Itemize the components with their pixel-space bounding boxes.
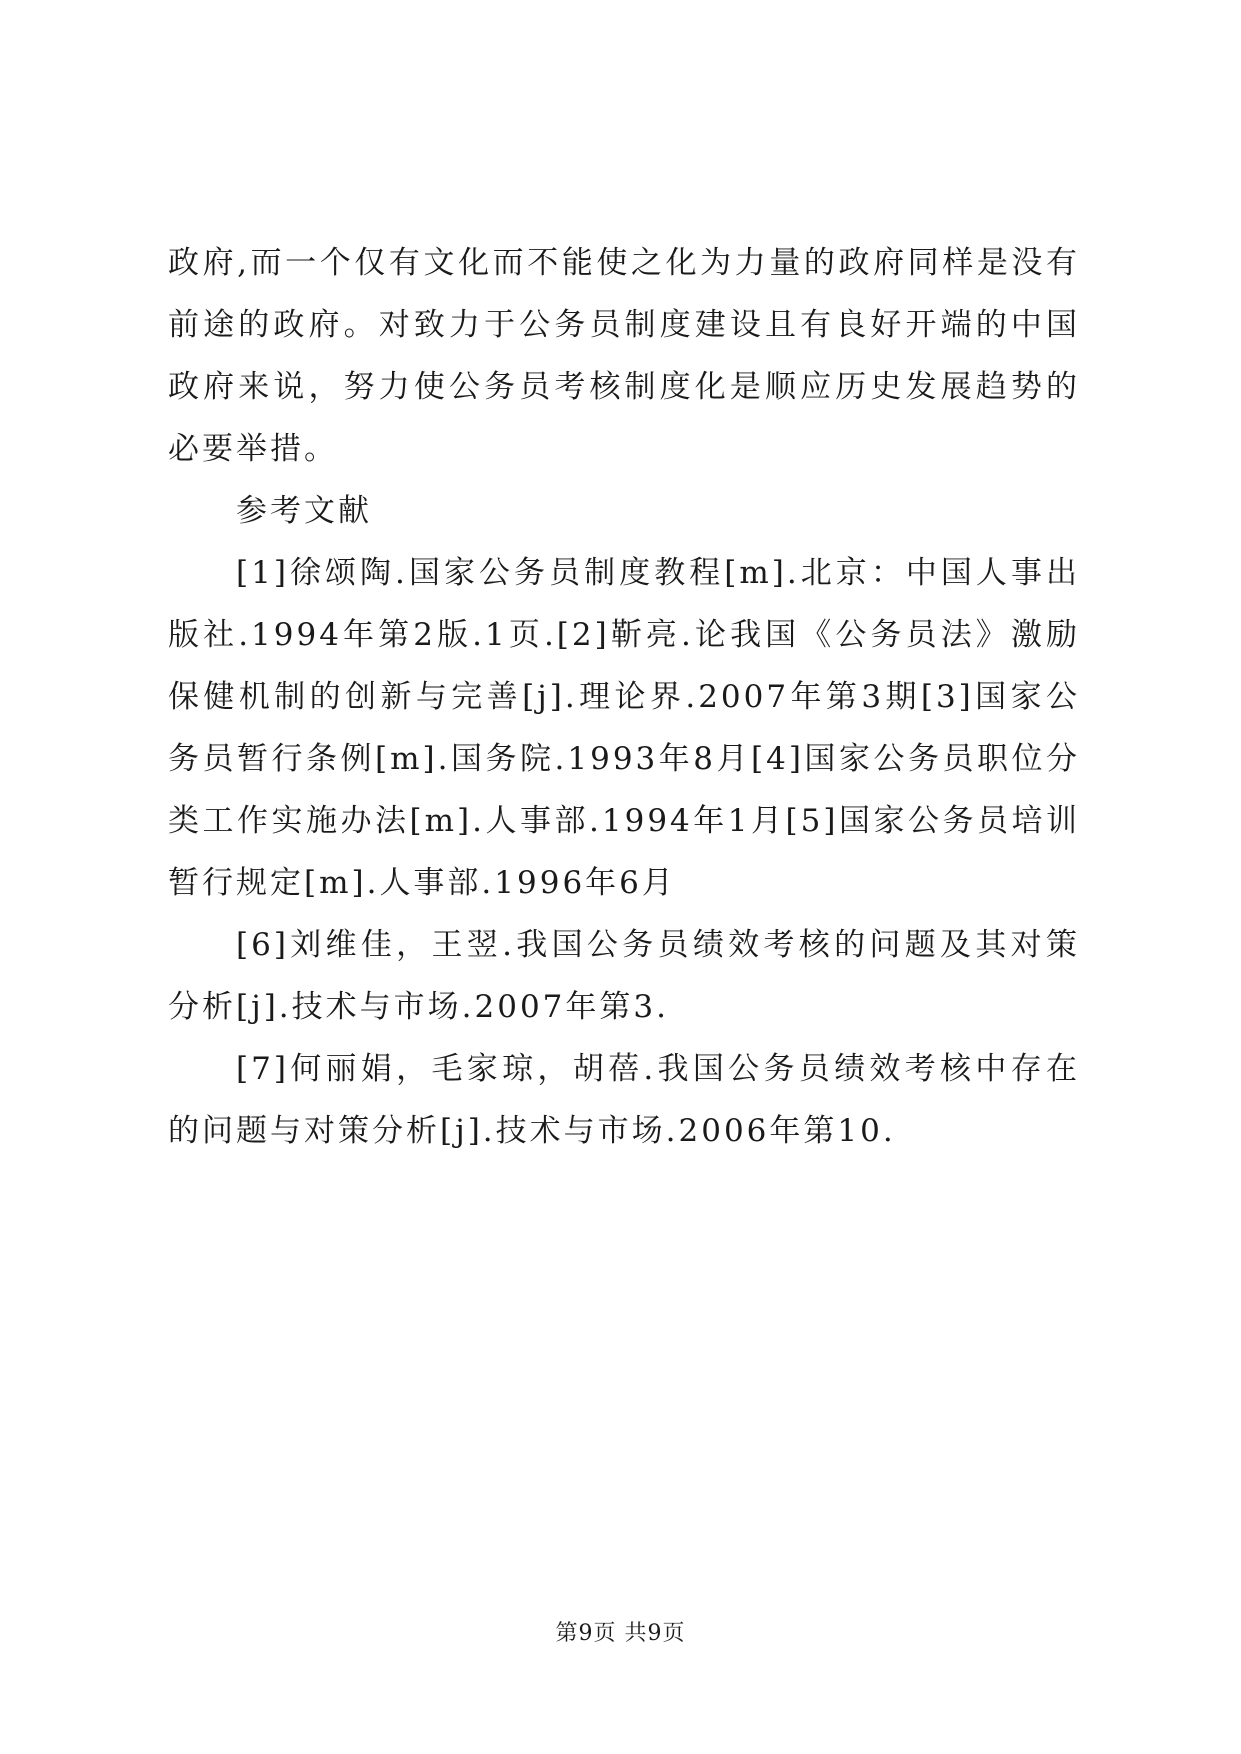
reference-entry-7: [7]何丽娟，毛家琼，胡蓓.我国公务员绩效考核中存在的问题与对策分析[j].技术与市场.2006年第10. [168, 1051, 1080, 1149]
closing-paragraph: 政府,而一个仅有文化而不能使之化为力量的政府同样是没有前途的政府。对致力于公务员制度建设且有良好开端的中国政府来说，努力使公务员考核制度化是顺应历史发展趋势的必要举措。 [168, 245, 1080, 467]
page-footer: 第9页 共9页 [555, 1621, 686, 1646]
references-heading: 参考文献 [236, 493, 372, 529]
reference-entries-1-5: [1]徐颂陶.国家公务员制度教程[m].北京：中国人事出版社.1994年第2版.1页.[2]靳亮.论我国《公务员法》激励保健机制的创新与完善[j].理论界.2007年第3期[3]国家公务员暂行条例[m].国务院.1993年8月[4]国家公务员职位分类工作实施办法[m].人事部.1994年1月[5]国家公务员培训暂行规定[m].人事部.1996年6月 [168, 555, 1080, 901]
reference-entry-6: [6]刘维佳，王翌.我国公务员绩效考核的问题及其对策分析[j].技术与市场.2007年第3. [168, 927, 1080, 1025]
body-text [168, 232, 1080, 1162]
